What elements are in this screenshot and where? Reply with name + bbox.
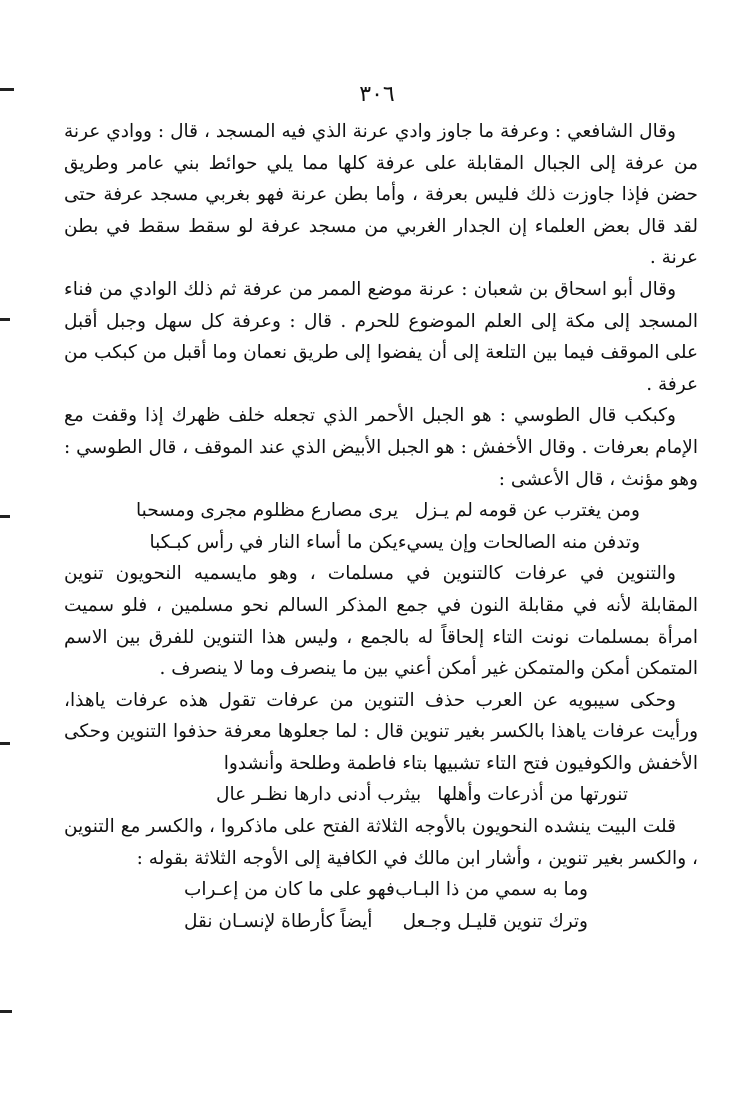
main-text <box>64 116 698 937</box>
verse-line <box>64 906 698 938</box>
paragraph-kabkab: وكبكب قال الطوسي : هو الجبل الأحمر الذي تجعله خلف ظهرك إذا وقفت مع الإمام بعرفات . وقال الأخفش : هو الجبل الأبيض الذي عند الموقف ، قال الطوسي : وهو مؤنث ، قال الأعشى : <box>64 405 698 490</box>
scan-edge-mark-4 <box>0 742 10 745</box>
page-number: ٣٠٦ <box>359 82 395 107</box>
scan-edge-mark-5 <box>0 1010 12 1013</box>
scan-edge-mark-3 <box>0 515 10 518</box>
verse-second-hemistich: يرى مصارع مظلوم مجرى ومسحبا <box>136 500 399 522</box>
scan-edge-mark-2 <box>0 318 10 321</box>
verse-first-hemistich: تنورتها من أذرعات وأهلها <box>437 784 628 806</box>
verse-second-hemistich: يكن ما أساء النار في رأس كبـكبا <box>149 531 398 553</box>
paragraph-tanwin: والتنوين في عرفات كالتنوين في مسلمات ، وهو مايسميه النحويون تنوين المقابلة لأنه في مقابلة النون في جمع المذكر السالم نحو مسلمين ، فلو سميت امرأة بمسلمات نونت التاء إلحاقاً له بالجمع ، وليس هذا التنوين للفرق بين الاسم المتمكن أمكن والمتمكن غير أمكن أعني بين ما ينصرف وما لا ينصرف . <box>64 563 698 680</box>
verse-first-hemistich: وتدفن منه الصالحات وإن يسيء <box>397 531 640 553</box>
verse-line <box>64 527 698 559</box>
paragraph-three-readings: قلت البيت ينشده النحويون بالأوجه الثلاثة الفتح على ماذكروا ، والكسر مع التنوين ، والكسر بغير تنوين ، وأشار ابن مالك في الكافية إلى الأوجه الثلاثة بقوله : <box>64 816 698 869</box>
verse-line <box>64 874 698 906</box>
verse-first-hemistich: وترك تنوين قليـل وجـعل <box>402 910 588 932</box>
verse-second-hemistich: أيضاً كأرطاة لإنسـان نقل <box>184 910 373 932</box>
paragraph-shafii: وقال الشافعي : وعرفة ما جاوز وادي عرنة الذي فيه المسجد ، قال : ووادي عرنة من عرفة إلى الجبال المقابلة على عرفة كلها مما يلي حوائط بني عامر وطريق حضن فإذا جاوزت ذلك فليس بعرفة ، وأما بطن عرنة فهو بغربي مسجد عرفة حتى لقد قال بعض العلماء إن الجدار الغربي من مسجد عرفة لو سقط سقط في بطن عرنة . <box>64 121 698 269</box>
paragraph-sibawayh: وحكى سيبويه عن العرب حذف التنوين من عرفات تقول هذه عرفات ياهذا، ورأيت عرفات ياهذا بالكسر بغير تنوين قال : لما جعلوها معرفة حذفوا التنوين وحكى الأخفش والكوفيون فتح التاء تشبيها بتاء فاطمة وطلحة وأنشدوا <box>64 689 698 774</box>
verse-second-hemistich: فهو على ما كان من إعـراب <box>184 879 395 901</box>
verse-line <box>64 495 698 527</box>
verse-first-hemistich: ومن يغترب عن قومه لم يـزل <box>414 500 640 522</box>
verse-second-hemistich: بيثرب أدنى دارها نظـر عال <box>216 784 422 806</box>
verse-first-hemistich: وما به سمي من ذا البـاب <box>395 879 588 901</box>
verse-line <box>64 779 698 811</box>
paragraph-ibn-shaban: وقال أبو اسحاق بن شعبان : عرنة موضع الممر من عرفة ثم ذلك الوادي من فناء المسجد إلى مكة إلى العلم الموضوع للحرم . قال : وعرفة كل سهل وجبل أقبل على الموقف فيما بين التلعة إلى أن يفضوا إلى طريق نعمان وما أقبل من كبكب من عرفة . <box>64 278 698 395</box>
